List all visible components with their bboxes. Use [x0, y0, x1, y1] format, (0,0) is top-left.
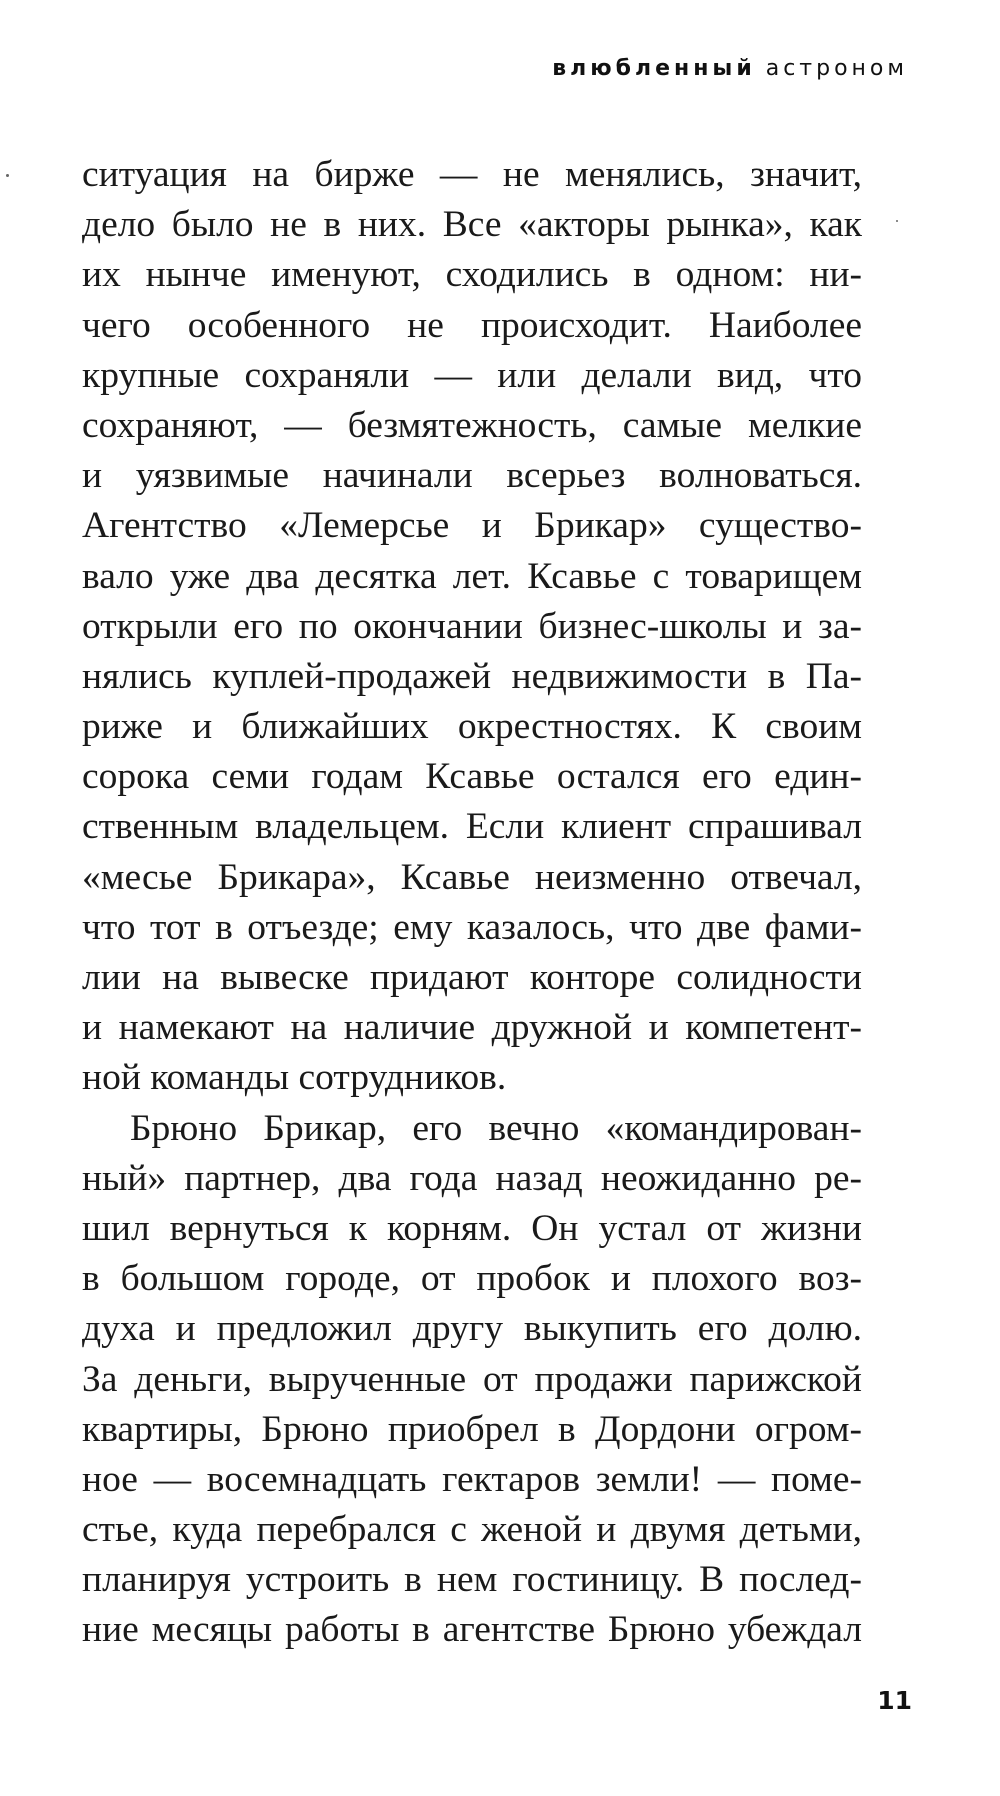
text-line: их нынче именуют, сходились в одном: ни- — [82, 254, 862, 296]
running-head — [552, 56, 908, 81]
text-line: духа и предложил другу выкупить его долю. — [82, 1308, 862, 1350]
text-line: стье, куда перебрался с женой и двумя детьми, — [82, 1509, 862, 1551]
text-line: что тот в отъезде; ему казалось, что две фами- — [82, 906, 862, 948]
text-line: и уязвимые начинали всерьез волноваться. — [82, 455, 862, 497]
text-line: ситуация на бирже — не менялись, значит, — [82, 154, 862, 195]
text-line: нялись куплей-продажей недвижимости в Па- — [82, 655, 862, 697]
text-line: ное — восемнадцать гектаров земли! — поме- — [82, 1458, 862, 1500]
text-line: чего особенного не происходит. Наиболее — [82, 304, 862, 346]
text-line: Брюно Брикар, его вечно «командирован- — [130, 1107, 862, 1149]
paragraph-1 — [82, 150, 862, 1104]
scan-speck — [6, 174, 9, 177]
text-line: дело было не в них. Все «акторы рынка», как — [82, 204, 862, 246]
text-line: и намекают на наличие дружной и компетент- — [82, 1007, 862, 1049]
text-line: квартиры, Брюно приобрел в Дордони огром- — [82, 1408, 862, 1450]
text-line: шил вернуться к корням. Он устал от жизни — [82, 1207, 862, 1249]
text-line: риже и ближайших окрестностях. К своим — [82, 706, 862, 748]
text-line: ственным владельцем. Если клиент спрашивал — [82, 806, 862, 848]
text-line: ние месяцы работы в агентстве Брюно убеждал — [82, 1609, 862, 1651]
text-line: За деньги, вырученные от продажи парижской — [82, 1358, 862, 1400]
text-line: сохраняют, — безмятежность, самые мелкие — [82, 404, 862, 446]
text-line: сорока семи годам Ксавье остался его един- — [82, 756, 862, 798]
running-head-bold-title: влюбленный — [552, 56, 756, 81]
page-number: 11 — [877, 1686, 912, 1715]
running-head-light-title: астроном — [765, 56, 908, 81]
text-line: Агентство «Лемерсье и Брикар» существо- — [82, 505, 862, 547]
scan-speck — [896, 220, 898, 222]
text-line: «месье Брикара», Ксавье неизменно отвечал, — [82, 856, 862, 898]
text-line: крупные сохраняли — или делали вид, что — [82, 354, 862, 396]
text-line: вало уже два десятка лет. Ксавье с товарищем — [82, 555, 862, 597]
text-line: лии на вывеске придают конторе солидности — [82, 957, 862, 998]
body-text — [82, 150, 862, 1656]
paragraph-2 — [82, 1104, 862, 1656]
text-line: в большом городе, от пробок и плохого воз- — [82, 1258, 862, 1300]
text-line: открыли его по окончании бизнес-школы и за- — [82, 605, 862, 647]
text-line: ной команды сотрудников. — [82, 1057, 507, 1099]
text-line: ный» партнер, два года назад неожиданно ре- — [82, 1157, 862, 1199]
text-line: планируя устроить в нем гостиницу. В послед- — [82, 1559, 862, 1601]
